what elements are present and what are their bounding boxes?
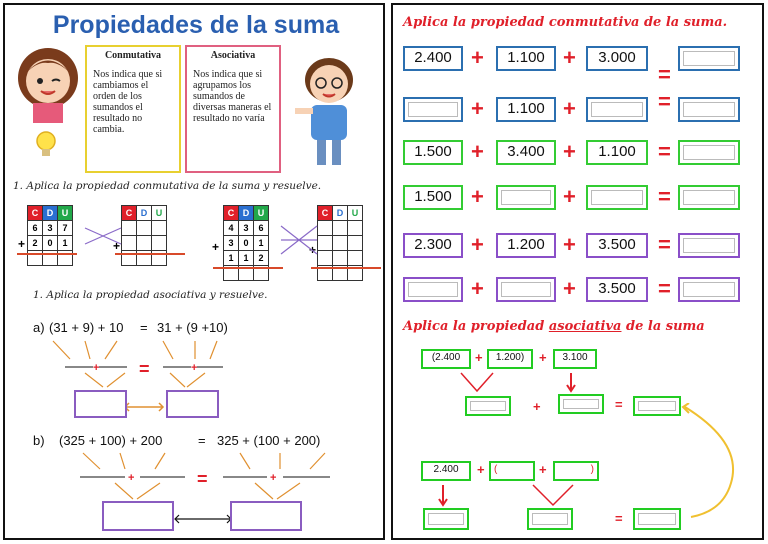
asociativa-title [403, 319, 763, 334]
sum-line [311, 267, 381, 269]
sum-line [17, 253, 77, 255]
plus-sign: + [563, 45, 576, 70]
addend-box[interactable]: 3.400 [496, 140, 556, 165]
exercise-b-left: (325 + 100) + 200 [59, 433, 163, 448]
plus-sign: + [539, 462, 547, 477]
assoc2-result-box-2[interactable] [527, 508, 573, 530]
answer-box[interactable] [102, 501, 174, 531]
box-inner [501, 190, 551, 205]
plus-sign: + [539, 350, 547, 365]
card-asociativa [185, 45, 281, 173]
crossing-arrows [279, 220, 319, 260]
svg-text:=: = [197, 469, 208, 489]
header-u: U [152, 206, 167, 221]
header-c: C [224, 206, 239, 221]
asociativa-title-prefix: Aplica la propiedad [403, 319, 549, 334]
addend-box[interactable]: 3.500 [586, 233, 648, 258]
cell: 6 [254, 221, 269, 236]
addend-box[interactable] [586, 185, 648, 210]
result-box[interactable] [678, 140, 740, 165]
cell: 7 [58, 221, 73, 236]
assoc1-result-box-2[interactable] [558, 394, 604, 414]
header-c: C [122, 206, 137, 221]
cell: 6 [28, 221, 43, 236]
equals-sign: = [658, 139, 671, 164]
cell [152, 236, 167, 251]
assoc2-b-paren: ( [494, 464, 498, 475]
asociativa-title-underlined: asociativa [548, 319, 622, 334]
header-u: U [58, 206, 73, 221]
header-d: D [239, 206, 254, 221]
exercise-b-right: 325 + (100 + 200) [217, 433, 321, 448]
cell [333, 221, 348, 236]
sum-line [115, 253, 185, 255]
plus-sign: + [113, 239, 121, 253]
answer-box[interactable] [230, 501, 302, 531]
plus-sign: + [471, 276, 484, 301]
plus-sign: + [533, 399, 541, 414]
header-d: D [43, 206, 58, 221]
addend-box[interactable] [496, 185, 556, 210]
cell [137, 221, 152, 236]
answer-box[interactable] [166, 390, 219, 418]
assoc2-c-box[interactable] [553, 461, 599, 481]
assoc2-b-box[interactable] [489, 461, 535, 481]
equals-sign: = [658, 62, 671, 87]
cell: 1 [224, 251, 239, 266]
addend-box[interactable]: 3.000 [586, 46, 648, 71]
addend-box[interactable]: 2.300 [403, 233, 463, 258]
header-c: C [318, 206, 333, 221]
cell [333, 236, 348, 251]
box-inner [408, 282, 458, 297]
cell: 4 [224, 221, 239, 236]
addend-box[interactable]: 1.100 [496, 46, 556, 71]
place-value-table-3 [223, 205, 269, 281]
assoc2-c-paren: ) [590, 464, 594, 475]
card-conmutativa [85, 45, 181, 173]
exercise-b-label: b) [33, 433, 45, 448]
cell [122, 221, 137, 236]
place-value-table-1 [27, 205, 73, 266]
addend-box[interactable]: 3.500 [586, 277, 648, 302]
header-c: C [28, 206, 43, 221]
box-inner [591, 102, 643, 117]
plus-sign: + [18, 237, 26, 251]
card-conmutativa-heading: Conmutativa [104, 50, 162, 61]
result-box[interactable] [678, 46, 740, 71]
card-asociativa-heading: Asociativa [210, 50, 256, 61]
crossing-arrows [83, 220, 123, 250]
cell [318, 221, 333, 236]
exercise-a-left: (31 + 9) + 10 [49, 320, 124, 335]
cell: 0 [43, 236, 58, 251]
right-worksheet [391, 3, 764, 540]
box-inner [501, 282, 551, 297]
exercise1-instruction: 1. Aplica la propiedad conmutativa de la suma y resuelve. [13, 180, 322, 192]
equals-sign: = [615, 397, 623, 412]
result-box[interactable] [678, 185, 740, 210]
header-u: U [348, 206, 363, 221]
page-title: Propiedades de la suma [52, 11, 340, 39]
svg-text:+: + [128, 472, 135, 484]
svg-text:+: + [270, 472, 277, 484]
addend-box[interactable] [403, 97, 463, 122]
card-conmutativa-text: Nos indica que si cambiamos el orden de los sumandos el resultado no cambia. [93, 69, 163, 135]
assoc1-a-box[interactable]: (2.400 [421, 349, 471, 369]
exercise-a-right: 31 + (9 +10) [157, 320, 228, 335]
plus-sign: + [477, 462, 485, 477]
box-inner [683, 102, 735, 117]
card-asociativa-text: Nos indica que si agrupamos los sumandos de diversas maneras el resultado no varía [193, 69, 272, 124]
exercise-a-equals: = [140, 320, 148, 335]
plus-sign: + [212, 240, 220, 254]
cell: 3 [43, 221, 58, 236]
left-worksheet [3, 3, 385, 540]
equals-sign: = [615, 511, 623, 526]
place-value-table-4 [317, 205, 363, 281]
cell [348, 251, 363, 266]
exercise-b-diagram [55, 449, 355, 534]
equals-sign: = [658, 276, 671, 301]
addend-box[interactable] [496, 277, 556, 302]
plus-sign: + [471, 184, 484, 209]
plus-sign: + [471, 96, 484, 121]
sum-line [213, 267, 283, 269]
cell: 1 [239, 251, 254, 266]
addend-box[interactable]: 1.500 [403, 140, 463, 165]
cell [333, 251, 348, 266]
addend-box[interactable]: 1.500 [403, 185, 463, 210]
asociativa-title-suffix: de la suma [621, 319, 705, 334]
addend-box[interactable]: 1.100 [496, 97, 556, 122]
cell [318, 236, 333, 251]
assoc1-result-box-1[interactable] [465, 396, 511, 416]
plus-sign: + [471, 232, 484, 257]
cell: 2 [28, 236, 43, 251]
box-inner [683, 282, 735, 297]
assoc1-c-box[interactable]: 3.100 [553, 349, 597, 369]
svg-text:=: = [139, 359, 150, 379]
plus-sign: + [563, 184, 576, 209]
addend-box[interactable] [403, 277, 463, 302]
exercise2-instruction: 1. Aplica la propiedad asociativa y resuelve. [33, 289, 268, 301]
cell [318, 251, 333, 266]
cell: 2 [254, 251, 269, 266]
header-u: U [254, 206, 269, 221]
place-value-table-2 [121, 205, 167, 266]
plus-sign: + [471, 45, 484, 70]
cell [348, 236, 363, 251]
box-inner [683, 238, 735, 253]
addend-box[interactable]: 2.400 [403, 46, 463, 71]
plus-sign: + [309, 243, 317, 257]
plus-sign: + [563, 96, 576, 121]
assoc2-a-box[interactable]: 2.400 [421, 461, 471, 481]
assoc1-b-box[interactable]: 1.200) [487, 349, 533, 369]
assoc2-arrows [433, 483, 593, 511]
girl-illustration [13, 43, 83, 123]
plus-sign: + [471, 139, 484, 164]
cell [348, 221, 363, 236]
addend-box[interactable]: 1.200 [496, 233, 556, 258]
plus-sign: + [563, 276, 576, 301]
box-inner [683, 145, 735, 160]
addend-box[interactable]: 1.100 [586, 140, 648, 165]
equals-sign: = [658, 184, 671, 209]
cell: 3 [239, 221, 254, 236]
header-d: D [333, 206, 348, 221]
result-box[interactable] [678, 97, 740, 122]
result-box[interactable] [678, 277, 740, 302]
cell [137, 236, 152, 251]
box-inner [408, 102, 458, 117]
box-inner [683, 190, 735, 205]
cell [122, 236, 137, 251]
result-box[interactable] [678, 233, 740, 258]
cell [152, 221, 167, 236]
addend-box[interactable] [586, 97, 648, 122]
boy-illustration [287, 50, 367, 170]
equals-sign: = [658, 89, 671, 114]
svg-text:+: + [191, 362, 198, 374]
svg-text:+: + [93, 362, 100, 374]
exercise-a-label: a) [33, 320, 45, 335]
plus-sign: + [563, 139, 576, 164]
cell: 1 [254, 236, 269, 251]
equals-sign: = [658, 232, 671, 257]
answer-box[interactable] [74, 390, 127, 418]
assoc2-result-box-1[interactable] [423, 508, 469, 530]
plus-sign: + [475, 350, 483, 365]
cell: 1 [58, 236, 73, 251]
exercise-b-equals: = [198, 433, 206, 448]
box-inner [591, 190, 643, 205]
plus-sign: + [563, 232, 576, 257]
conmutativa-title: Aplica la propiedad conmutativa de la suma. [403, 15, 728, 30]
lightbulb-icon [35, 130, 57, 160]
curved-connector-arrow [673, 403, 743, 523]
cell: 0 [239, 236, 254, 251]
box-inner [683, 51, 735, 66]
cell: 3 [224, 236, 239, 251]
header-d: D [137, 206, 152, 221]
